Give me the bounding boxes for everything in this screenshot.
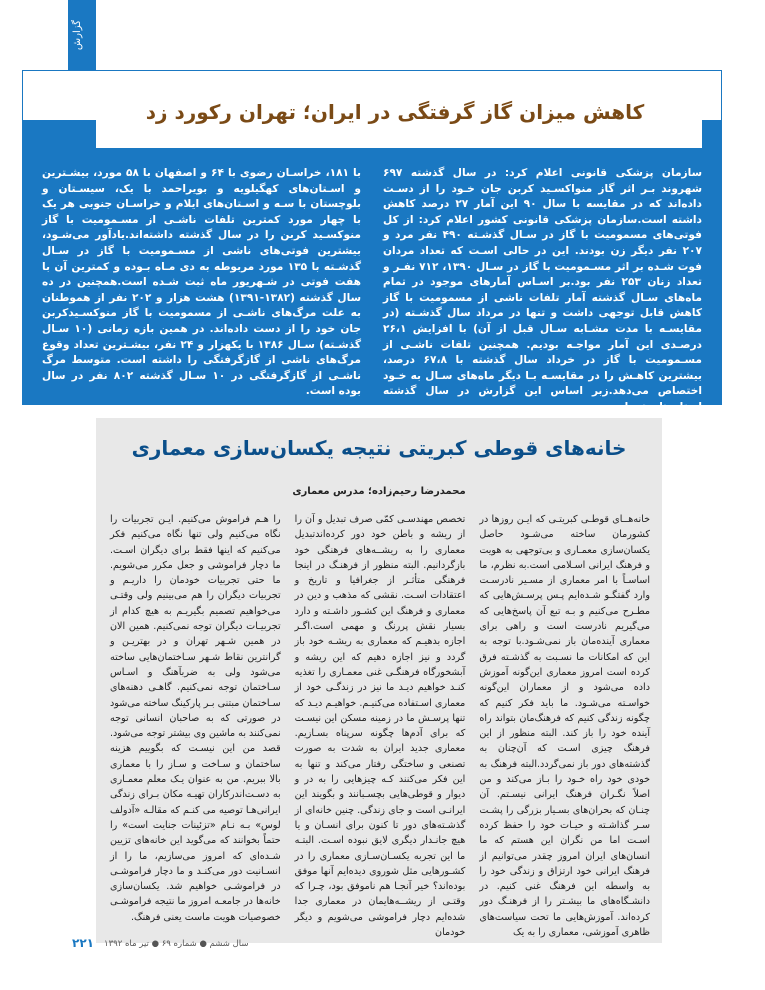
article1-column-left: با ۱۸۱، خراسـان رضوی با ۶۴ و اصفهان با ۵۸ مورد، بیشـترین و اسـتان‌های کهگیلویه و بویراحمد با یک، سیسـتان و بلوچستان با سـه و اسـتان‌های ایلام و خراسـان جنوبی هر یک با چهار مورد کمترین تلفات ناشـی از مسـمومیت با گاز منوکسـید کربن را در سال گذشته داشته‌اند.یادآور می‌شـود، بیشترین فوتی‌های ناشی از مسـمومیت با گاز در سـال گذشـته با ۱۳۵ مورد مربوطه به دی مـاه بـوده و کمترین آن با هفت فوتی در شـهریور ماه ثبت شـده است.همچنین در ده سال گذشته (۱۳۸۲-۱۳۹۱) هشت هزار و ۲۰۲ نفر از هموطنان به علت مرگ‌های ناشـی از مسمومیت با گاز منوکسـیدکربن جان خود را از دست داده‌اند. در همین بازه زمانی (۱۰ سـال گذشـته) سـال ۱۳۸۶ با یکهزار و ۲۴ نفر، بیشـترین تعداد وقوع مرگ‌های ناشی از گازگرفتگی را داشته است. متوسط مرگ ناشـی از گازگرفتگی در ۱۰ سـال گذشته ۸۰۲ نفر در سال بوده است. — [42, 167, 361, 398]
section-tab-label: گزارش — [72, 20, 83, 51]
article2-column-3: را هـم فراموش می‌کنیم. ایـن تجربیات را نگاه می‌کنیم ولی تنها نگاه می‌کنیم فکر می‌کنیم که اینها فقط برای دیگران اسـت. ما دچار فراموشی و جعل مکرر می‌شویم. ما حتی تجربیات خودمان را داریـم و تجربیات دیگران را هم می‌بینیم ولی وقتـی می‌خواهیم تصمیم بگیریـم به هیچ کدام از تجربیـات دیگران توجه نمی‌کنیم. همین الان در همین شـهر تهران و در بهتریـن و گرانترین نقاط شـهر سـاختمان‌هایی ساخته می‌شود ولی به ضربآهنگ و اسـاس سـاختمان توجه نمی‌کنیم. گاهـی دهنه‌های سـاختمان مبتنی بـر پارکینگ ساخته می‌شود در صورتی که به صاحبان انسانی توجه نمی‌کنند به ماشین وی بیشتر توجه می‌شود. قصد من این نیسـت که بگوییم هزینه ساختمان و سـاخت و سـاز را با معماری بالا ببریم. من به عنوان یـک معلم معمـاری به دسـت‌اندرکاران تهیـه مکان بـرای زندگی ایرانی‌هـا توصیه می کنـم که مقالـه «آدولف لوس» بـه نـام «تزئینات جنایت است» را حتماً بخوانند که می‌گوید این خانه‌های تزیین شـده‌ای که امروز می‌سازیم، ما را از انسـانیت دور می‌کنـد و ما دچار فراموشـی در فراموشـی خواهیم شد. یکسان‌سازی خانه‌ها در جامعـه امروز ما نتیجه فراموشـی خصوصیات هویت ماست یعنی فرهنگ. — [109, 514, 281, 923]
article1-column-right: سازمان پزشکی قانونی اعلام کرد: در سال گذشته ۶۹۷ شهروند بـر اثر گاز منواکسـید کربن جان خـود را از دسـت داده‌اند که در مقایسه با سال ۹۰ این آمار ۲۷ درصد کاهش داشته است.سازمان پزشکی قانونی کشور اعلام کرد: از کل فوتی‌های مسمومیت با گاز در سـال گذشـته ۴۹۰ نفر مرد و ۲۰۷ نفر دیگر زن بودند. این در حالی اسـت که تعداد مردان فوت شـده بر اثر مسـمومیت با گاز در سـال ۱۳۹۰، ۷۱۲ نفـر و تعداد زنان ۲۵۳ نفر بود.بر اسـاس آمارهای موجود در تمام ماه‌های سـال گذشته آمار تلفات ناشی از مسمومیت با گاز کاهش قابل توجهی داشت و تنها در مرداد سال گذشـته (در مقایسـه با مدت مشـابه سـال قبل از آن) با افزایش ۲۶،۱ درصـدی این آمار مواجـه بودیم. همچنین تلفات ناشـی از مسـمومیت با گاز در خرداد سال گذشته با ۶۷،۸ درصد، بیشترین کاهـش را در مقایسـه بـا دیگر ماه‌های سـال به خـود اختصاص می‌دهد.زبر اساس این گزارش در سال گذشته استان‌های تهران — [383, 167, 702, 413]
article2-title: خانه‌های قوطی کبریتی نتیجه یکسان‌سازی معماری — [131, 436, 627, 460]
page-number: ۲۲۱ — [72, 936, 94, 950]
article1-body-panel — [22, 148, 722, 413]
article1-title: کاهش میزان گاز گرفتگی در ایران؛ تهران رکورد زد — [145, 100, 645, 124]
issue-info: سال ششم ● شماره ۶۹ ● تیر ماه ۱۳۹۲ — [104, 939, 249, 949]
article2-column-2: تخصص مهندسـی کمّی صرف تبدیل و آن را از ریشه و باطن خود دور کرده‌اندتبدیل معماری را به ریشــه‌های فرهنگی خود بازگردانیم. البته منظور از فرهنـگ در اینجا فرهنگی متأثـر از جغرافیا و تاریخ و اعتقادات اسـت. نقشی که مذهب و دین در معماری و فرهنگ این کشـور داشـته و دارد بسیار نقش پررنگ و مهمی است.اگـر اجازه بدهیـم که معماری به ریشـه خود باز گردد و نیز اجازه دهیم که این ریشه و آبشخورگاه فرهنگـی غنی معمـاری را تغذیه کنـد خواهیم دیـد ما نیز در زندگـی خود از معماری اسـتفاده می‌کنیـم. خواهیـم دیـد که تنها پرسـش ما در زمینه مسکن این نیسـت که برای آدم‌ها چگونه سرپناه بسـازیم. معماری جدید ایران به شدت به صورت تصنعی و ساختگی رفتار می‌کند و تنها به این فکر می‌کنند کـه چیزهایی را به در و دیوار و قوطی‌هایی بچسـبانند و بگویند این ایرانـی است و جای زندگی. چنین خانه‌ای از گذشـته‌های دور تا کنون برای انسـان و یا هیچ جانـدار دیگری لایق نبوده اسـت. البتـه ما این تجربه یکسـان‌سـازی معماری را در کشـورهایی مثل شوروی دیده‌ایم آنها موفق بوده‌اند؟ خیر آنجـا هم ناموفق بود، چـرا که وقتـی از ریشــه‌هایمان در معماری جدا شده‌ایم دچار فراموشی می‌شویم و دیگر خودمان — [294, 514, 466, 939]
article2-byline: محمدرضا رحیم‌زاده؛ مدرس معماری — [292, 486, 466, 497]
article2-column-1: خانه‌هــای قوطـی کبریتـی که ایـن روزها در کشورمان ساخته می‌شـود حاصل یکسان‌سازی معمـاری و بی‌توجهی به هویت و فرهنگ ایرانی اسـلامی است.به نظرم، ما اساسـاً با امر معماری از مسـیر نادرسـت وارد گفتگـو شـده‌ایم پـس پرسـش‌هایی که مطـرح می‌کنیم و بـه تبع آن پاسخ‌هایی که می‌گیریم نادرست است و راهی برای معماری آینده‌مان باز نمی‌شـود.با توجه به این که امکانات ما نسـبت به گذشـته فرق کرده است امروز معماری این‌گونه آموزش داده می‌شود و از معماران این‌گونه خواسـته می‌شـود. ما باید فکر کنیم که چگونه زندگی کنیم که فرهنگ‌مان بتواند راه آینده خود را باز کند. البته منظور از این فرهنگ چیزی اسـت که آن‌چنان به گذشته‌های دور باز نمی‌گردد.البته فرهنگ به خودی خود راه خـود را بـاز می‌کند و من اصلاً نگـران فرهنگ ایرانی نیسـتم. آن چنـان که بحران‌های بسـیار بزرگی را پشـت سـر گذاشـته و حیـات خود را حفظ کرده اسـت اما من نگران این هستم که ما انسان‌های ایران امروز چقدر می‌توانیم از فرهنگ ایرانی خود ارتزاق و زندگی خود را به واسطه این فرهنگ غنی کنیم. در دانشـگاه‌های ما بیشـتر را از فرهنـگ دور کرده‌اند. آموزش‌هایی ما تحت سیاست‌های ظاهری آموزشی، معماری را به یک — [479, 514, 650, 939]
article2-columns — [109, 512, 650, 939]
section-tab — [68, 0, 96, 70]
